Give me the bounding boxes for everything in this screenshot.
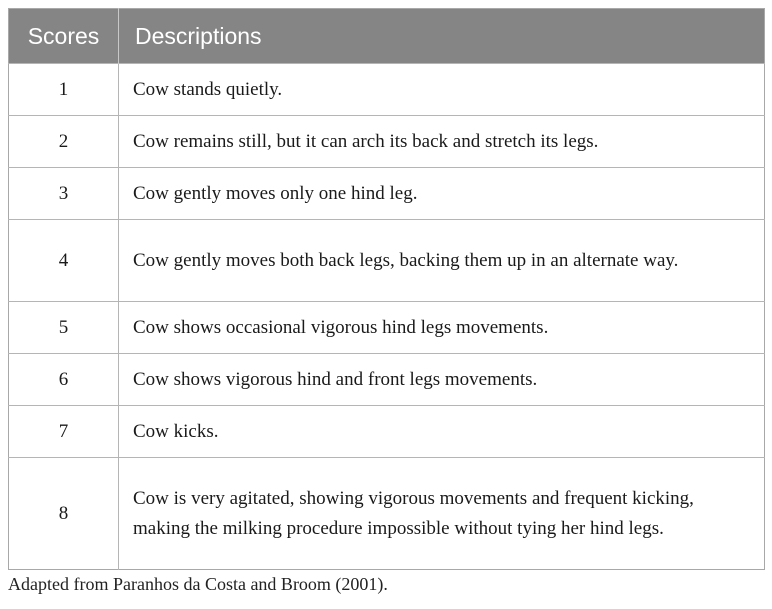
description-cell: Cow shows occasional vigorous hind legs movements. — [119, 302, 765, 354]
table-header-row — [9, 9, 765, 64]
description-cell: Cow remains still, but it can arch its back and stretch its legs. — [119, 116, 765, 168]
table-row — [9, 354, 765, 406]
table-row — [9, 406, 765, 458]
score-cell: 7 — [9, 406, 119, 458]
table-row — [9, 116, 765, 168]
description-cell: Cow kicks. — [119, 406, 765, 458]
table-footnote: Adapted from Paranhos da Costa and Broom (2001). — [8, 574, 388, 594]
table-row — [9, 168, 765, 220]
score-cell: 4 — [9, 220, 119, 302]
table-row — [9, 458, 765, 570]
table-row — [9, 302, 765, 354]
header-scores: Scores — [9, 9, 119, 64]
score-cell: 2 — [9, 116, 119, 168]
description-cell: Cow is very agitated, showing vigorous movements and frequent kicking, making the milking procedure impossible without tying her hind legs. — [119, 458, 765, 570]
table-row — [9, 220, 765, 302]
description-cell: Cow shows vigorous hind and front legs movements. — [119, 354, 765, 406]
score-cell: 5 — [9, 302, 119, 354]
score-cell: 6 — [9, 354, 119, 406]
table-row — [9, 64, 765, 116]
description-cell: Cow gently moves only one hind leg. — [119, 168, 765, 220]
header-descriptions: Descriptions — [119, 9, 765, 64]
score-cell: 3 — [9, 168, 119, 220]
score-table-container — [8, 8, 764, 570]
score-cell: 1 — [9, 64, 119, 116]
score-table — [8, 8, 765, 570]
score-cell: 8 — [9, 458, 119, 570]
description-cell: Cow gently moves both back legs, backing them up in an alternate way. — [119, 220, 765, 302]
description-cell: Cow stands quietly. — [119, 64, 765, 116]
